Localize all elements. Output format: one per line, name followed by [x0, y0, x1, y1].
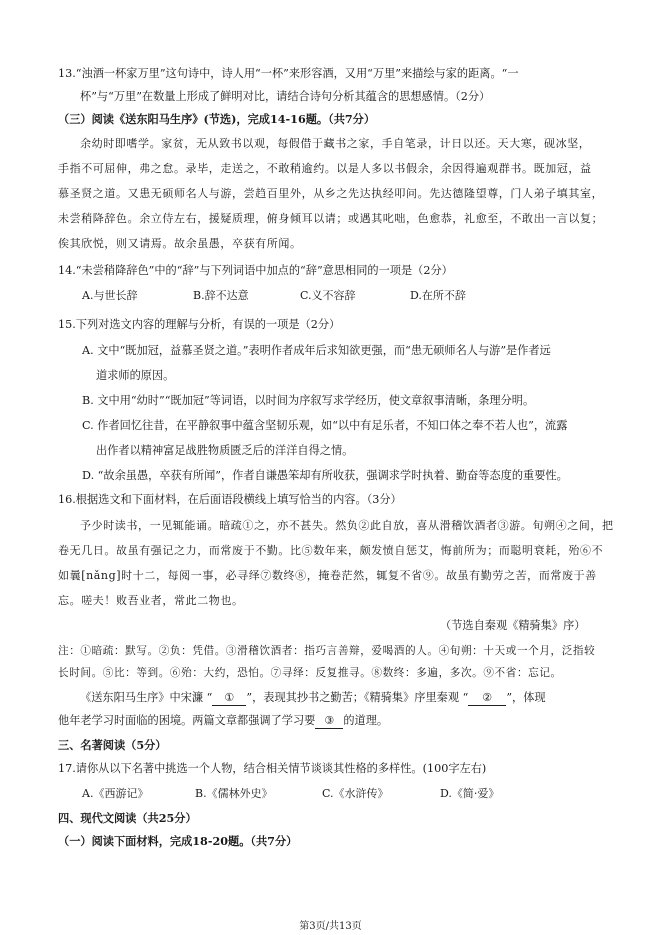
q15-option-d: D. “故余虽愚，卒获有所闻”，作者自谦愚笨却有所收获，强调求学时执着、勤奋等态度的重要性。 [82, 469, 568, 482]
q16-material-line4: 忘。嗟夫！败吾业者，常此二物也。 [58, 594, 244, 607]
passage1-line4: 未尝稍降辞色。余立侍左右，援疑质理，俯身倾耳以请；或遇其叱咄，色愈恭，礼愈至，不敢出一言以复； [58, 212, 604, 225]
section4-1-heading: （一）阅读下面材料，完成18-20题。（共7分） [58, 834, 298, 848]
section4-heading: 四、现代文阅读（共25分） [58, 811, 197, 825]
q17-option-a: A.《西游记》 [82, 787, 149, 800]
q16-fill-text-a: 《送东阳马生序》中宋濂 “ [80, 691, 213, 704]
q13-line1: 13.“浊酒一杯家万里”这句诗中，诗人用“一杯”来形容酒，又用“万里”来描绘与家的距离。“一 [58, 67, 519, 80]
q15-option-c-line1: C. 作者回忆往昔，在平静叙事中蕴含坚韧乐观，如“以中有足乐者，不知口体之奉不若人也”，流露 [82, 419, 568, 432]
q17-option-b: B.《儒林外史》 [195, 787, 273, 800]
passage1-line5: 俟其欣悦，则又请焉。故余虽愚，卒获有所闻。 [58, 237, 302, 250]
q13-line2: 杯”与“万里”在数量上形成了鲜明对比，请结合诗句分析其蕴含的思想感情。（2分） [80, 90, 491, 103]
passage1-line1: 余幼时即嗜学。家贫，无从致书以观，每假借于藏书之家，手自笔录，计日以还。天大寒，砚冰坚， [80, 137, 591, 150]
q16-material-line1: 予少时读书，一见辄能诵。暗疏①之，亦不甚失。然负②此自放，喜从滑稽饮酒者③游。旬朔④之间，把 [80, 519, 614, 532]
q16-blank-1[interactable]: ① [212, 691, 246, 706]
q16-notes-line2: 长时间。⑤比：等到。⑥殆：大约，恐怕。⑦寻绎：反复推寻。⑧数终：多遍，多次。⑨不省：忘记。 [58, 667, 562, 679]
q14-stem: 14.“未尝稍降辞色”中的“辞”与下列词语中加点的“辞”意思相同的一项是（2分） [58, 264, 453, 277]
q16-fill-line2 [58, 714, 388, 729]
q14-option-c: C.义不容辞 [300, 289, 356, 302]
q16-notes-line1: 注：①暗疏：默写。②负：凭借。③滑稽饮酒者：指巧言善辩，爱喝酒的人。④旬朔：十天或一个月，泛指较 [58, 645, 596, 657]
q15-option-a-line2: 道求师的原因。 [96, 369, 175, 382]
q16-fill-text-d: 他年老学习时面临的困境。两篇文章都强调了学习要 [58, 714, 316, 727]
q16-fill-line1 [80, 691, 546, 706]
q16-material-line2: 卷无几日。故虽有强记之力，而常废于不勤。比⑤数年来，颇发愤自惩艾，悔前所为；而聪明衰耗，殆⑥不 [58, 544, 604, 557]
q14-option-a: A.与世长辞 [82, 289, 138, 302]
passage1-line3: 慕圣贤之道。又患无硕师名人与游，尝趋百里外，从乡之先达执经叩问。先达德隆望尊，门人弟子填其室， [58, 187, 604, 200]
q16-blank-3[interactable]: ③ [315, 714, 343, 729]
section3-heading: （三）阅读《送东阳马生序》(节选)，完成14-16题。（共7分） [58, 112, 376, 126]
q16-material-line3: 如曩[nǎng]时十二，每阅一事，必寻绎⑦数终⑧，掩卷茫然，辄复不省⑨。故虽有勤劳之苦，而常废于善 [58, 569, 597, 582]
q16-fill-text-e: 的道理。 [343, 714, 389, 727]
q17-option-d: D.《简·爱》 [440, 787, 500, 800]
q14-option-b: B.辞不达意 [193, 289, 249, 302]
q16-blank-2[interactable]: ② [468, 691, 506, 706]
q16-fill-text-c: ”，体现 [506, 691, 546, 704]
q14-option-d: D.在所不辞 [410, 289, 466, 302]
q16-fill-text-b: ”，表现其抄书之勤苦；《精骑集》序里秦观 “ [246, 691, 469, 704]
passage1-line2: 手指不可屈伸，弗之怠。录毕，走送之，不敢稍逾约。以是人多以书假余，余因得遍观群书。既加冠，益 [58, 162, 592, 175]
q17-option-c: C.《水浒传》 [322, 787, 389, 800]
section-mingzhu-heading: 三、名著阅读（5分） [58, 738, 167, 752]
q15-option-c-line2: 出作者以精神富足战胜物质匮乏后的洋洋自得之情。 [96, 444, 354, 457]
page-footer: 第3页/共13页 [299, 921, 362, 932]
q15-option-b: B. 文中用“幼时”“既加冠”等词语，以时间为序叙写求学经历，使文章叙事清晰，条理分明。 [82, 394, 535, 407]
q16-stem: 16.根据选文和下面材料，在后面语段横线上填写恰当的内容。（3分） [58, 493, 402, 506]
q15-stem: 15.下列对选文内容的理解与分析，有误的一项是（2分） [58, 318, 341, 331]
q15-option-a-line1: A. 文中“既加冠，益慕圣贤之道。”表明作者成年后求知欲更强，而“患无硕师名人与游”是作者远 [82, 344, 551, 357]
q17-stem: 17.请你从以下名著中挑选一个人物，结合相关情节谈谈其性格的多样性。(100字左右) [58, 762, 487, 775]
q16-source: （节选自秦观《精骑集》序） [440, 619, 586, 632]
